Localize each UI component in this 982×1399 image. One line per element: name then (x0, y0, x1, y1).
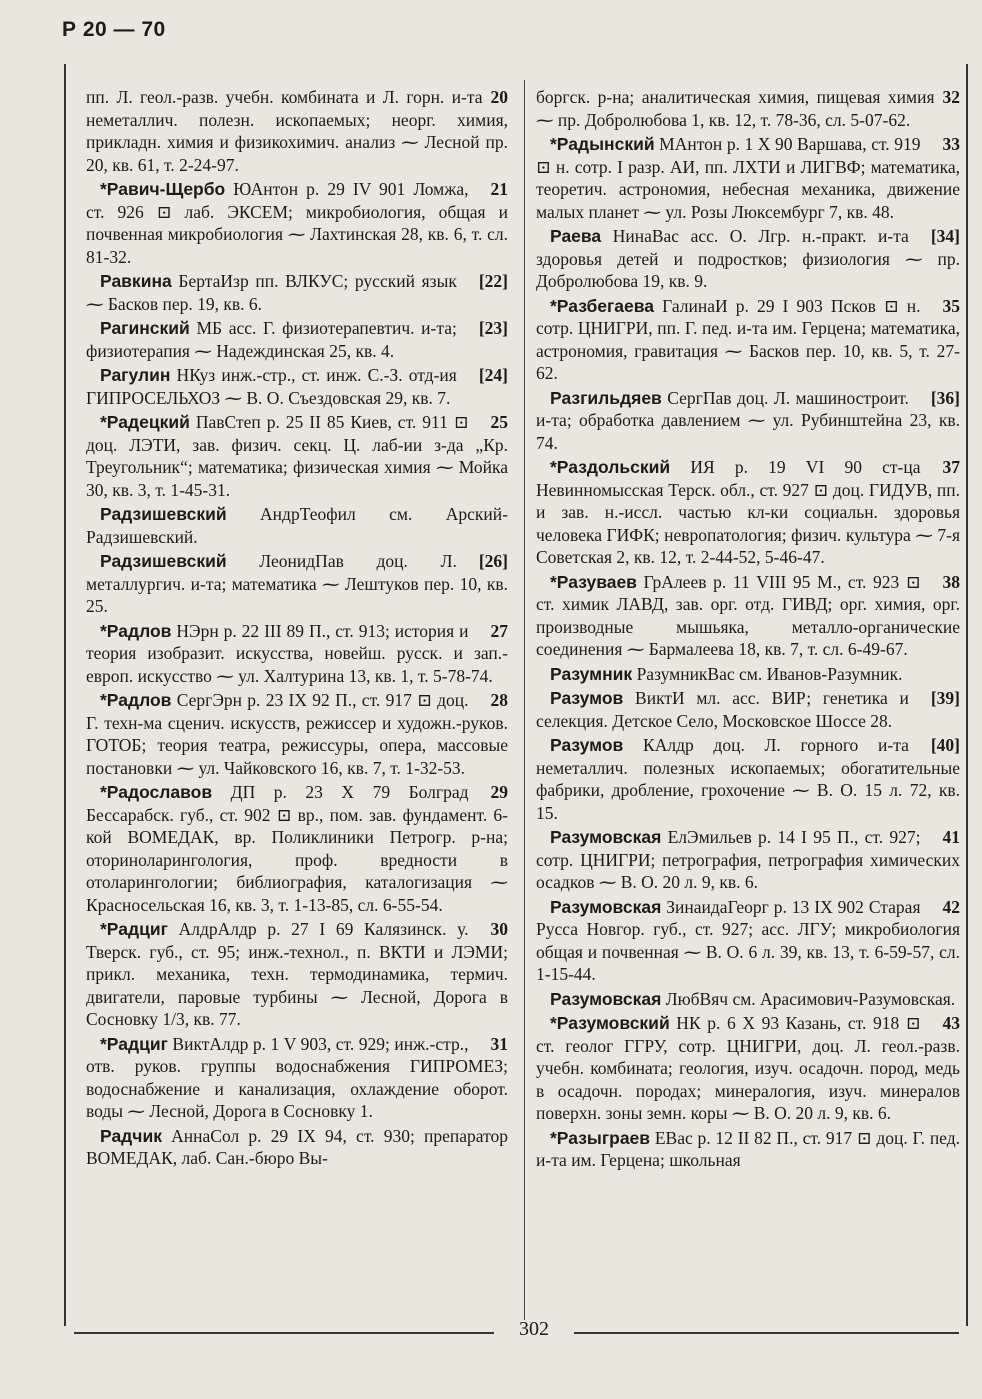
entry-surname: *Равич-Щербо (100, 179, 226, 199)
directory-entry (536, 896, 960, 986)
entry-number: [23] (478, 318, 508, 338)
directory-entry (86, 918, 508, 1031)
entry-text: ДП р. 23 X 79 Болград Бессарабск. губ., ст. 902 ⊡ вр., пом. зав. фундамент. 6-кой ВОМЕДАК, вр. Поликлиники Петрогр. р-на; оториноларингология, проф. вредности в отоларингологии; библиография, каталогизация ⁓ Красносельская 16, кв. 3, т. 1-13-85, сл. 6-55-54. (86, 782, 508, 915)
entry-text: ЮАнтон р. 29 IV 901 Ломжа, ст. 926 ⊡ лаб. ЭКСЕМ; микробиология, общая и почвенная микробиология ⁓ Лахтинская 28, кв. 6, т. сл. 81-32. (86, 179, 508, 267)
entry-surname: Разумовская (550, 896, 662, 917)
entry-number: 31 (490, 1033, 508, 1054)
entry-number: 21 (490, 179, 508, 199)
entry-surname: Равкина (100, 271, 172, 291)
entry-surname: Разумовская (550, 827, 662, 847)
directory-entry (536, 86, 960, 131)
entry-text: НинаВас асс. О. Лгр. н.-практ. и-та здоровья детей и подростков; физиология ⁓ пр. Добролюбова 19, кв. 9. (536, 226, 960, 291)
entry-number: 28 (490, 690, 508, 710)
entry-surname: Рагулин (100, 365, 171, 385)
entry-number: [34] (930, 226, 960, 246)
entry-surname: Разумник (550, 663, 633, 684)
directory-entry (536, 687, 960, 732)
entry-number: 43 (942, 1013, 960, 1033)
entry-text: БертаИзр пп. ВЛКУС; русский язык ⁓ Басков пер. 19, кв. 6. (86, 271, 457, 314)
directory-entry (86, 364, 508, 409)
entry-text: ПавСтеп р. 25 II 85 Киев, ст. 911 ⊡ доц. ЛЭТИ, зав. физич. секц. Ц. лаб-ии з-да „Кр. Треугольник“; математика; физическая химия ⁓ Мойка 30, кв. 3, т. 1-45-31. (86, 412, 508, 500)
entry-text: пп. Л. геол.-разв. учебн. комбината и Л. горн. и-та неметаллич. полезн. ископаемых; неорг. химия, прикладн. химия и физикохимич. анализ ⁓ Лесной пр. 20, кв. 61, т. 2-24-97. (86, 87, 508, 175)
entry-text: АннаСол р. 29 IX 94, ст. 930; препаратор ВОМЕДАК, лаб. Сан.-бюро Вы- (86, 1125, 508, 1168)
entry-surname: *Радославов (100, 782, 213, 802)
column-divider (524, 80, 525, 1320)
entry-text: АлдрАлдр р. 27 I 69 Калязинск. у. Тверск. губ., ст. 95; инж.-технол., п. ВКТИ и ЛЭМИ; прикл. механика, техн. термодинамика, термич. двигатели, паровые турбины ⁓ Лесной, Дорога в Сосновку 1/3, кв. 77. (86, 919, 508, 1029)
entry-surname: *Разбегаева (550, 295, 655, 316)
entry-surname: Раева (550, 226, 602, 246)
directory-entry (86, 550, 508, 618)
entry-number: 33 (942, 134, 960, 154)
directory-entry (86, 1033, 508, 1123)
directory-entry (86, 86, 508, 176)
entry-number: [22] (478, 271, 508, 291)
entry-number: [36] (930, 387, 960, 408)
footer-rule-left (74, 1332, 494, 1334)
entry-surname: *Радлов (100, 690, 172, 710)
right-column (536, 86, 960, 1174)
entry-number: 41 (942, 827, 960, 847)
entry-text: ЛеонидПав доц. Л. металлургич. и-та; математика ⁓ Лештуков пер. 10, кв. 25. (86, 551, 508, 616)
entry-surname: *Радлов (100, 620, 172, 641)
entry-text: ЕлЭмильев р. 14 I 95 П., ст. 927; сотр. ЦНИГРИ; петрография, петрография химических осадков ⁓ В. О. 20 л. 9, кв. 6. (536, 827, 960, 892)
entry-text: МБ асс. Г. физиотерапевтич. и-та; физиотерапия ⁓ Надеждинская 25, кв. 4. (86, 318, 457, 361)
entry-text: ИЯ р. 19 VI 90 ст-ца Невинномысская Терск. обл., ст. 927 ⊡ доц. ГИДУВ, пп. и зав. н.-иссл. частью кл-ки социальн. здоровья человека ГИФК; невропатология; физич. культура ⁓ 7-я Советская 2, кв. 12, т. 2-44-52, 5-46-47. (536, 457, 960, 567)
directory-entry (536, 1012, 960, 1125)
page-footer (64, 1318, 964, 1348)
entry-number: [40] (930, 735, 960, 755)
entry-number: 27 (490, 620, 508, 641)
entry-number: 29 (490, 782, 508, 802)
entry-surname: Радчик (100, 1125, 162, 1146)
directory-entry (86, 270, 508, 315)
entry-surname: Радзишевский (100, 504, 227, 524)
directory-entry (86, 411, 508, 501)
entry-surname: Разумов (550, 735, 624, 755)
entry-surname: Радзишевский (100, 551, 227, 571)
entry-text: боргск. р-на; аналитическая химия, пищевая химия ⁓ пр. Добролюбова 1, кв. 12, т. 78-36, сл. 5-07-62. (536, 87, 935, 130)
directory-entry (536, 133, 960, 223)
directory-entry (536, 571, 960, 661)
directory-entry (536, 1127, 960, 1172)
directory-entry (536, 826, 960, 894)
directory-entry (536, 988, 960, 1011)
entry-text: АндрТеофил см. Арский-Радзишевский. (86, 504, 508, 547)
entry-text: НК р. 6 X 93 Казань, ст. 918 ⊡ ст. геолог ГГРУ, сотр. ЦНИГРИ, доц. Л. геол.-разв. учебн. комбината; геология, изуч. осадочн. пород, медь в осадочн. породах; минералогия, изуч. минералов поверхн. зоны земн. коры ⁓ В. О. 20 л. 9, кв. 6. (536, 1013, 960, 1123)
entry-surname: *Радынский (550, 134, 655, 154)
entry-text: СергЭрн р. 23 IX 92 П., ст. 917 ⊡ доц. Г. техн-ма сценич. искусств, режиссер и художн.-руков. ГОТОБ; теория театра, режиссуры, опера, массовые постановки ⁓ ул. Чайковского 16, кв. 7, т. 1-32-53. (86, 690, 508, 778)
entry-surname: Разумов (550, 688, 624, 708)
entry-number: 32 (942, 87, 960, 107)
entry-number: 42 (942, 896, 960, 917)
entry-surname: Разумовская (550, 988, 662, 1009)
entry-surname: Разгильдяев (550, 387, 662, 408)
entry-number: 37 (942, 457, 960, 477)
directory-entry (536, 387, 960, 455)
entry-surname: *Разуваев (550, 571, 637, 592)
entry-number: 30 (490, 919, 508, 939)
directory-entry (86, 781, 508, 916)
entry-text: ЛюбВяч см. Арасимович-Разумовская. (661, 988, 956, 1009)
entry-text: ЗинаидаГеорг р. 13 IX 902 Старая Русса Новгор. губ., ст. 927; асс. ЛГУ; микробиология общая и почвенная ⁓ В. О. 6 л. 39, кв. 13, т. 6-59-57, сл. 1-15-44. (536, 896, 960, 984)
entry-text: НЭрн р. 22 III 89 П., ст. 913; история и теория изобразит. искусства, новейш. русск. и зап.-европ. искусство ⁓ ул. Халтурина 13, кв. 1, т. 5-78-74. (86, 620, 508, 686)
entry-text: ГалинаИ р. 29 I 903 Псков ⊡ н. сотр. ЦНИГРИ, пп. Г. пед. и-та им. Герцена; математика, астрономия, гравитация ⁓ Басков пер. 10, кв. 5, т. 27-62. (536, 295, 960, 383)
entry-surname: *Радциг (100, 1033, 168, 1054)
entry-text: ВиктАлдр р. 1 V 903, ст. 929; инж.-стр., отв. руков. группы водоснабжения ГИПРОМЕЗ; водоснабжение и канализация, охлаждение оборот. воды ⁓ Лесной, Дорога в Сосновку 1. (86, 1033, 508, 1121)
entry-text: МАнтон р. 1 X 90 Варшава, ст. 919 ⊡ н. сотр. I разр. АИ, пп. ЛХТИ и ЛИГВФ; математика, теоретич. астрономия, небесная механика, движение малых планет ⁓ ул. Розы Люксембург 7, кв. 48. (536, 134, 960, 222)
entry-text: РазумникВас см. Иванов-Разумник. (632, 663, 903, 684)
entry-surname: *Разумовский (550, 1013, 670, 1033)
left-column (86, 86, 508, 1172)
directory-entry (536, 456, 960, 569)
directory-entry (86, 689, 508, 779)
entry-text: ЕВас р. 12 II 82 П., ст. 917 ⊡ доц. Г. пед. и-та им. Герцена; школьная (536, 1127, 960, 1170)
entry-number: 35 (942, 295, 960, 316)
footer-rule-right (574, 1332, 959, 1334)
directory-entry (536, 225, 960, 293)
entry-text: КАлдр доц. Л. горного и-та неметаллич. полезных ископаемых; обогатительные фабрики, дробление, грохочение ⁓ В. О. 15 л. 72, кв. 15. (536, 735, 960, 823)
page-header-range: Р 20 — 70 (62, 18, 166, 41)
entry-number: 38 (942, 571, 960, 592)
directory-entry (536, 295, 960, 385)
entry-surname: *Раздольский (550, 457, 671, 477)
entry-surname: *Радецкий (100, 412, 190, 432)
entry-surname: Рагинский (100, 318, 190, 338)
page-number: 302 (519, 1318, 549, 1340)
directory-entry (86, 178, 508, 268)
entry-text: СергПав доц. Л. машиностроит. и-та; обработка давлением ⁓ ул. Рубинштейна 23, кв. 74. (536, 387, 960, 453)
directory-entry (86, 620, 508, 688)
entry-text: ГрАлеев р. 11 VIII 95 М., ст. 923 ⊡ ст. химик ЛАВД, зав. орг. отд. ГИВД; орг. химия, орг. производные мышьяка, металло-органические соединения ⁓ Бармалеева 18, кв. 7, т. сл. 6-49-67. (536, 571, 960, 659)
directory-entry (86, 317, 508, 362)
entry-number: [26] (478, 551, 508, 571)
entry-text: НКуз инж.-стр., ст. инж. С.-З. отд-ия ГИПРОСЕЛЬХОЗ ⁓ В. О. Съездовская 29, кв. 7. (86, 365, 457, 408)
directory-entry (86, 1125, 508, 1170)
entry-number: [24] (478, 365, 508, 385)
entry-text: ВиктИ мл. асс. ВИР; генетика и селекция. Детское Село, Московское Шоссе 28. (536, 688, 909, 731)
entry-surname: *Разыграев (550, 1127, 651, 1148)
entry-number: 25 (490, 412, 508, 432)
entry-number: [39] (930, 688, 960, 708)
directory-entry (536, 734, 960, 824)
entry-number: 20 (490, 87, 508, 107)
directory-entry (86, 503, 508, 548)
directory-entry (536, 663, 960, 686)
entry-surname: *Радциг (100, 919, 168, 939)
